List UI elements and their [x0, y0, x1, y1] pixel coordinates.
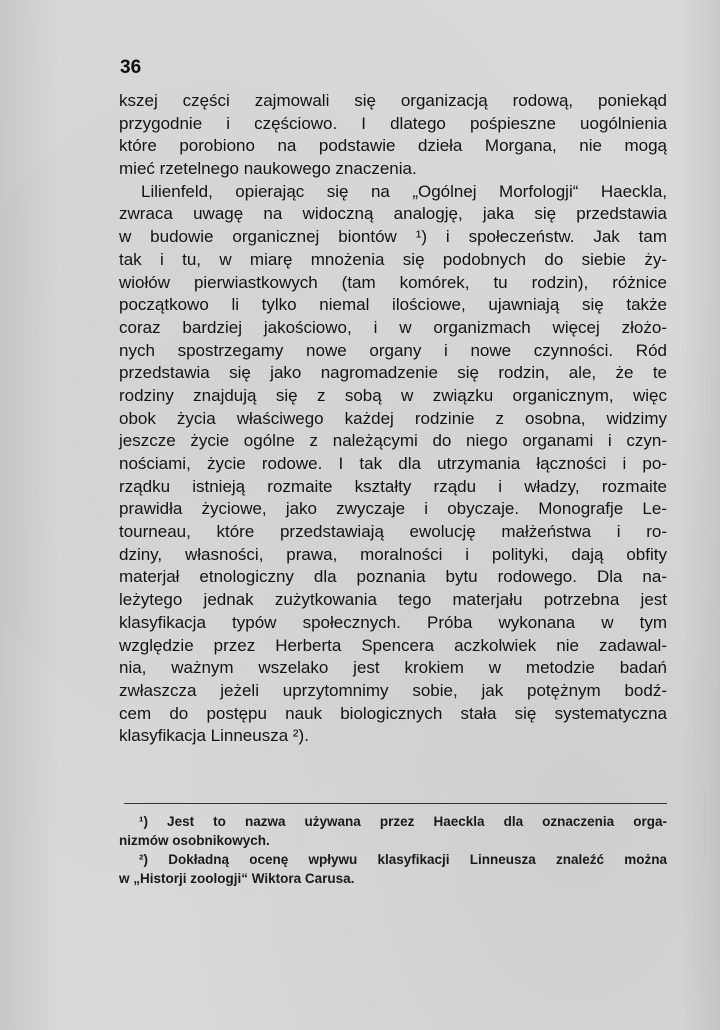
text-line: tak i tu, w miarę mnożenia się podobnych do siebie ży- — [119, 249, 667, 269]
text-line: nościami, życie rodowe. I tak dla utrzymania łączności i po- — [119, 454, 667, 473]
text-line: przygodnie i częściowo. I dlatego pośpieszne uogólnienia — [119, 113, 667, 133]
text-line: początkowo li tylko niemal ilościowe, ujawniają się także — [119, 295, 667, 315]
text-line: względzie przez Herberta Spencera aczkolwiek nie zadawal- — [119, 635, 667, 655]
text-line: kszej części zajmowali się organizacją rodową, poniekąd — [119, 91, 667, 110]
text-line: nia, ważnym wszelako jest krokiem w metodzie badań — [119, 658, 667, 678]
text-line: obok życia właściwego każdej rodzinie z osobna, widzimy — [119, 408, 667, 428]
page-edge-shadow-right — [680, 0, 720, 1030]
text-line: wiołów pierwiastkowych (tam komórek, tu rodzin), różnice — [119, 272, 667, 292]
text-line: klasyfikacja typów społecznych. Próba wykonana w tym — [119, 612, 667, 632]
footnote-line: ²) Dokładną ocenę wpływu klasyfikacji Linneusza znaleźć można — [139, 852, 667, 867]
footnote-line: ¹) Jest to nazwa używana przez Haeckla dla oznaczenia orga- — [139, 814, 667, 829]
page-edge-shadow-left — [0, 0, 60, 1030]
text-line: rządku istnieją rozmaite kształty rządu i władzy, rozmaite — [119, 476, 667, 496]
text-line: które porobiono na podstawie dzieła Morgana, nie mogą — [119, 136, 667, 156]
text-line: prawidła życiowe, jako zwyczaje i obyczaje. Monografje Le- — [119, 499, 667, 519]
text-line: jeszcze życie ogólne z należącymi do niego organami i czyn- — [119, 431, 667, 451]
text-line: cem do postępu nauk biologicznych stała się systematyczna — [119, 703, 667, 723]
text-line: coraz bardziej jakościowo, i w organizmach więcej złożo- — [119, 317, 667, 337]
text-line: w budowie organicznej biontów ¹) i społeczeństw. Jak tam — [119, 227, 667, 247]
text-line: przedstawia się jako nagromadzenie się rodzin, ale, że te — [119, 363, 667, 383]
text-line: zwraca uwagę na widoczną analogję, jaka się przedstawia — [119, 204, 667, 224]
footnote-line: w „Historji zoologji“ Wiktora Carusa. — [119, 871, 355, 886]
footnotes — [119, 812, 667, 888]
footnote-separator — [124, 803, 667, 804]
body-text — [119, 90, 667, 748]
text-line: Lilienfeld, opierając się na „Ogólnej Morfologji“ Haeckla, — [141, 181, 667, 201]
text-line: rodziny znajdują się z sobą w związku organicznym, więc — [119, 385, 667, 405]
text-line: materjał etnologiczny dla poznania bytu rodowego. Dla na- — [119, 567, 667, 587]
text-line: tourneau, które przedstawiają ewolucję małżeństwa i ro- — [119, 522, 667, 542]
footnote-line: nizmów osobnikowych. — [119, 833, 270, 848]
text-line: mieć rzetelnego naukowego znaczenia. — [119, 159, 417, 179]
text-line: dziny, własności, prawa, moralności i polityki, dają obfity — [119, 544, 667, 564]
page-number: 36 — [120, 57, 142, 78]
text-line: leżytego jednak zużytkowania tego materjału potrzebna jest — [119, 590, 667, 610]
text-line: zwłaszcza jeżeli uprzytomnimy sobie, jak potężnym bodź- — [119, 680, 667, 700]
text-line: nych spostrzegamy nowe organy i nowe czynności. Ród — [119, 340, 667, 360]
text-line: klasyfikacja Linneusza ²). — [119, 726, 309, 746]
